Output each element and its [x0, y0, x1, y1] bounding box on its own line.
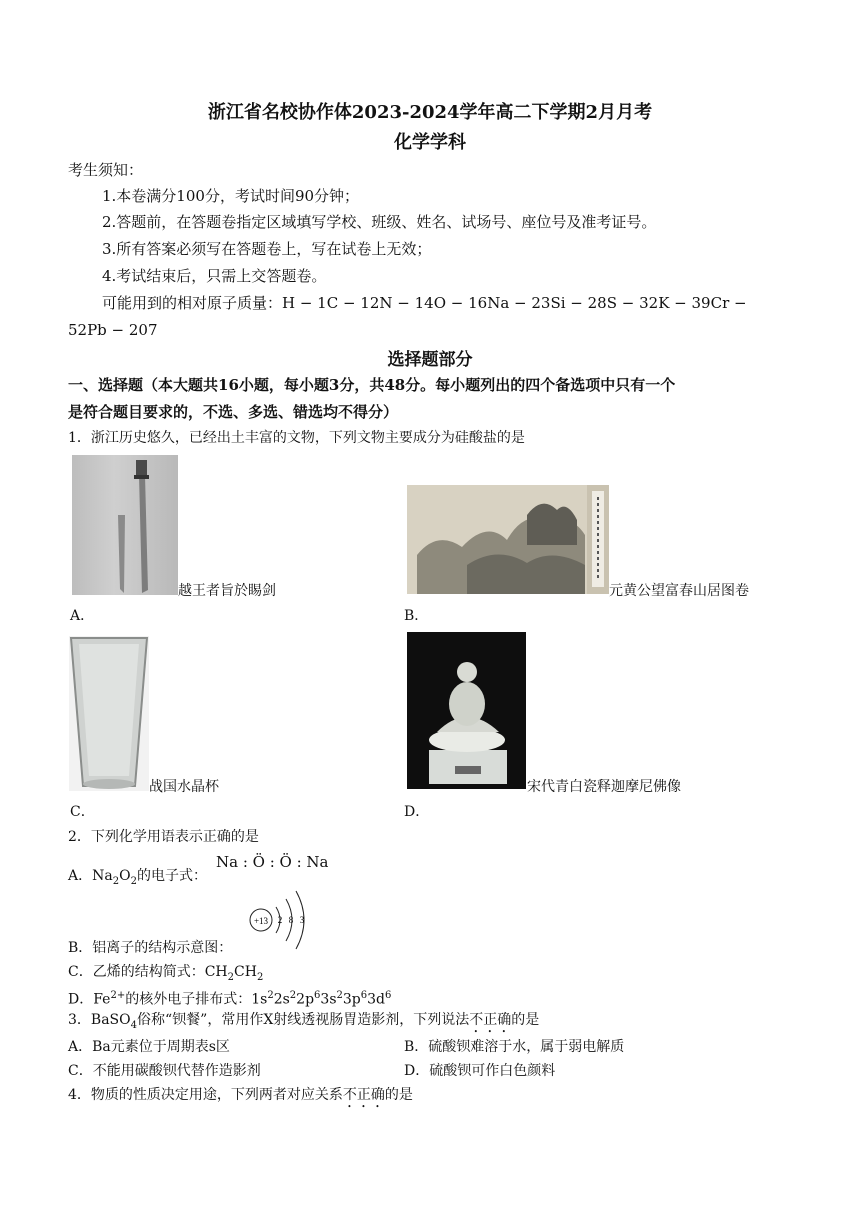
atomic-mass-line-2: 52Pb − 207	[68, 321, 158, 339]
exam-title: 浙江省名校协作体2023-2024学年高二下学期2月月考	[207, 102, 653, 123]
q3-option-b: B．硫酸钡难溶于水，属于弱电解质	[404, 1039, 625, 1055]
q2-option-c: C．乙烯的结构简式：$CH_2CH_2$	[68, 964, 264, 983]
q1-option-a-caption: 越王者旨於睗剑	[178, 583, 276, 599]
q4-stem: 4．物质的性质决定用途，下列两者对应关系不正确的是	[68, 1087, 413, 1103]
notice-item-2: 2.答题前，在答题卷指定区域填写学校、班级、姓名、试场号、座位号及准考证号。	[102, 213, 657, 231]
porcelain-buddha-image	[407, 632, 526, 789]
sword-image	[72, 455, 178, 595]
notice-item-3: 3.所有答案必须写在答题卷上，写在试卷上无效；	[102, 240, 432, 258]
notice-item-1: 1.本卷满分100分，考试时间90分钟；	[102, 187, 360, 205]
q1-option-d-letter: D．	[404, 804, 430, 820]
shell-1-label: 2	[277, 915, 283, 925]
q2-option-a: A．$Na_2O_2$的电子式：	[68, 868, 207, 887]
shell-2-label: 8	[288, 915, 294, 925]
q2-option-d: D．$Fe^{2+}$的核外电子排布式：$1s^22s^22p^63s^23p^63d^6$	[68, 990, 392, 1008]
q2-option-b: B．铝离子的结构示意图：	[68, 940, 233, 956]
q3-option-d: D．硫酸钡可作白色颜料	[404, 1063, 556, 1079]
section-intro-line-1: 一、选择题（本大题共16小题，每小题3分，共48分。每小题列出的四个备选项中只有一个	[68, 376, 676, 394]
nucleus-charge-label: +13	[253, 916, 269, 926]
q1-option-b-caption: 元黄公望富春山居图卷	[609, 583, 749, 599]
q1-option-d-caption: 宋代青白瓷释迦摩尼佛像	[527, 779, 681, 795]
q2-stem: 2．下列化学用语表示正确的是	[68, 829, 259, 845]
notice-heading: 考生须知：	[68, 161, 144, 179]
q1-option-c-caption: 战国水晶杯	[149, 779, 219, 795]
q3-option-c: C．不能用碳酸钡代替作造影剂	[68, 1063, 261, 1079]
q1-stem: 1．浙江历史悠久，已经出土丰富的文物，下列文物主要成分为硅酸盐的是	[68, 430, 525, 446]
q1-option-b-letter: B．	[404, 608, 429, 624]
q3-stem: 3．BaSO$_4$俗称“钡餐”，常用作X射线透视肠胃造影剂，下列说法不正确的是	[68, 1012, 540, 1031]
atomic-mass-line-1: 可能用到的相对原子质量：H − 1C − 12N − 14O − 16Na − 23Si − 28S − 32K − 39Cr −	[102, 294, 747, 312]
section-title: 选择题部分	[387, 350, 473, 370]
notice-item-4: 4.考试结束后，只需上交答题卷。	[102, 267, 327, 285]
shell-3-label: 3	[299, 915, 305, 925]
crystal-cup-image	[69, 636, 149, 791]
q3-option-a: A．Ba元素位于周期表s区	[68, 1039, 230, 1055]
subject-title: 化学学科	[394, 132, 466, 153]
q1-option-a-letter: A．	[70, 608, 95, 624]
section-intro-line-2: 是符合题目要求的，不选、多选、错选均不得分）	[68, 403, 399, 421]
q1-option-c-letter: C．	[70, 804, 95, 820]
aluminum-ion-structure-diagram	[246, 885, 316, 955]
na2o2-electron-formula: Na : Ö : Ö : Na	[216, 853, 329, 871]
landscape-scroll-image	[407, 485, 609, 594]
